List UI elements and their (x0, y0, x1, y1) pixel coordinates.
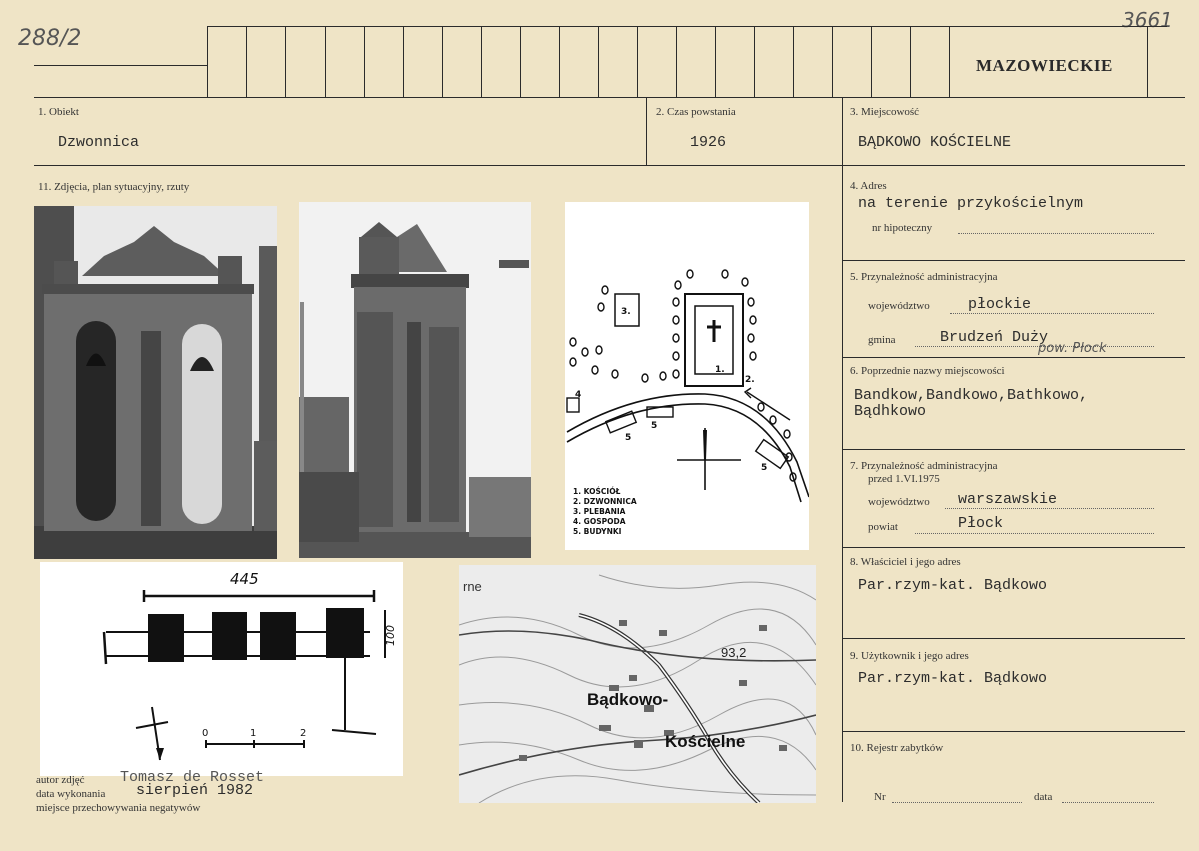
czas-value: 1926 (690, 134, 727, 151)
gmina-value: Brudzeń Duży (940, 329, 1049, 346)
wlasciciel-value: Par.rzym-kat. Bądkowo (858, 577, 1048, 594)
dots (892, 802, 1022, 803)
header-grid-column (325, 26, 326, 97)
plan-height-dim: 100 (384, 625, 397, 646)
scale-2: 2 (300, 728, 307, 739)
wojewodztwo-value: płockie (968, 296, 1032, 313)
site-plan-drawing (565, 202, 809, 550)
header-grid-column (754, 26, 755, 97)
header-grid-column (949, 26, 950, 97)
legend-item: 5. BUDYNKI (573, 527, 622, 536)
legend-item: 1. KOŚCIÓŁ (573, 487, 621, 496)
site-label-rectory: 3. (621, 307, 631, 317)
czas-label: 2. Czas powstania (656, 106, 736, 118)
przynaleznosc-label: 5. Przynależność administracyjna (850, 271, 998, 283)
gmina-handwritten-note: pow. Płock (1038, 341, 1107, 356)
header-grid-column (403, 26, 404, 97)
date-label: data wykonania (36, 788, 106, 800)
header-grid-column (207, 26, 208, 97)
przed-woj-value: warszawskie (958, 491, 1058, 508)
line (842, 449, 1185, 450)
header-grid-column (715, 26, 716, 97)
site-label-building: 5 (651, 421, 658, 431)
map-town-line1: Bądkowo- (587, 690, 669, 709)
dots (945, 508, 1154, 509)
dots (950, 313, 1154, 314)
adres-value: na terenie przykościelnym (858, 195, 1084, 212)
miejscowosc-label: 3. Miejscowość (850, 106, 920, 118)
negatives-label: miejsce przechowywania negatywów (36, 802, 201, 814)
wojewodztwo-label: województwo (868, 300, 930, 312)
author-label: autor zdjęć (36, 774, 85, 786)
belltower-front-photo (34, 206, 277, 559)
hipoteczny-label: nr hipoteczny (872, 222, 933, 234)
line (842, 731, 1185, 732)
dots (915, 533, 1154, 534)
rejestr-data-label: data (1034, 791, 1053, 803)
header-grid-column (910, 26, 911, 97)
map-fragment-label: rne (463, 579, 482, 594)
topographic-map (459, 565, 816, 803)
header-grid-column (637, 26, 638, 97)
date-value: sierpień 1982 (136, 782, 254, 799)
poprzednie-line2: Bądhkowo (854, 403, 927, 420)
header-grid-column (481, 26, 482, 97)
powiat-label: powiat (868, 521, 898, 533)
uzytkownik-label: 9. Użytkownik i jego adres (850, 650, 969, 662)
scale-0: 0 (202, 728, 209, 739)
header-grid-column (442, 26, 443, 97)
author-value: Tomasz de Rosset (120, 769, 265, 786)
header-grid-column (871, 26, 872, 97)
site-label-belltower: 2. (745, 375, 755, 385)
floor-plan-drawing (40, 562, 403, 776)
header-grid-column (520, 26, 521, 97)
legend-item: 3. PLEBANIA (573, 507, 626, 516)
line (842, 260, 1185, 261)
dots (1062, 802, 1154, 803)
header-grid-column (1147, 26, 1148, 97)
site-label-inn: 4 (575, 390, 582, 400)
header-grid-column (598, 26, 599, 97)
legend-item: 4. GOSPODA (573, 517, 626, 526)
header-grid-column (832, 26, 833, 97)
site-label-church: 1. (715, 365, 725, 375)
poprzednie-line1: Bandkow,Bandkowo,Bathkowo, (854, 387, 1089, 404)
header-grid-column (676, 26, 677, 97)
plan-width-dim: 445 (230, 570, 259, 588)
divider (646, 97, 647, 165)
powiat-value: Płock (958, 515, 1004, 532)
dots (915, 346, 1154, 347)
site-label-building: 5 (761, 463, 768, 473)
przed-woj-label: województwo (868, 496, 930, 508)
obiekt-label: 1. Obiekt (38, 106, 79, 118)
przed-label: 7. Przynależność administracyjna (850, 460, 998, 472)
line (842, 357, 1185, 358)
zdjecia-label: 11. Zdjęcia, plan sytuacyjny, rzuty (38, 181, 190, 193)
adres-label: 4. Adres (850, 180, 887, 192)
przed-date: przed 1.VI.1975 (868, 473, 940, 485)
miejscowosc-value: BĄDKOWO KOŚCIELNE (858, 134, 1012, 151)
wlasciciel-label: 8. Właściciel i jego adres (850, 556, 961, 568)
site-label-building: 5 (625, 433, 632, 443)
header-grid-column (285, 26, 286, 97)
header-grid-column (559, 26, 560, 97)
rejestr-label: 10. Rejestr zabytków (850, 742, 944, 754)
header-left-line (34, 65, 207, 66)
header-bottom-line (34, 97, 1185, 98)
header-top-line (207, 26, 1167, 27)
hipoteczny-dots (958, 233, 1154, 234)
header-grid-column (364, 26, 365, 97)
scale-1: 1 (250, 728, 257, 739)
legend-item: 2. DZWONNICA (573, 497, 637, 506)
gmina-label: gmina (868, 334, 896, 346)
uzytkownik-value: Par.rzym-kat. Bądkowo (858, 670, 1048, 687)
rejestr-nr-label: Nr (874, 791, 886, 803)
header-grid-column (246, 26, 247, 97)
row1-bottom-line (34, 165, 1185, 166)
card-number-right: 3661 (1122, 8, 1173, 32)
line (842, 547, 1185, 548)
line (842, 638, 1185, 639)
obiekt-value: Dzwonnica (58, 134, 140, 151)
map-town-line2: Kościelne (665, 732, 746, 751)
region-name: MAZOWIECKIE (976, 56, 1113, 75)
card-number-left: 288/2 (18, 26, 82, 51)
belltower-side-photo (299, 202, 531, 558)
poprzednie-label: 6. Poprzednie nazwy miejscowości (850, 365, 1005, 377)
map-elevation: 93,2 (721, 645, 747, 660)
header-grid-column (793, 26, 794, 97)
